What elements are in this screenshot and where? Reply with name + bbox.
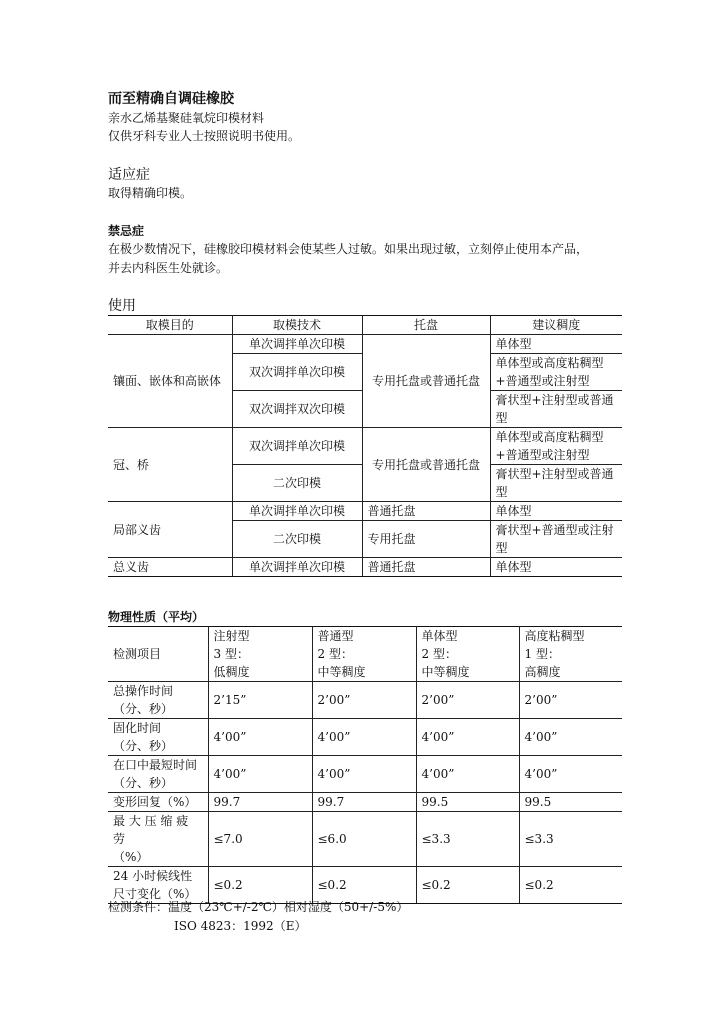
value-cell: 4’00”: [208, 756, 312, 793]
column-desc: 低稠度: [213, 665, 250, 679]
table-row: [108, 428, 622, 465]
value-cell: 4’00”: [312, 756, 416, 793]
physical-table: [108, 626, 622, 904]
column-name: 注射型: [213, 629, 250, 643]
purpose-cell: 镶面、嵌体和高嵌体: [108, 335, 232, 428]
value-cell: ≤0.2: [519, 867, 622, 904]
consistency-cell: 单体型或高度粘稠型+普通型或注射型: [490, 354, 622, 391]
row-label-line-2: （分、秒）: [113, 702, 174, 716]
usage-table: [108, 315, 622, 577]
physical-header-row: [108, 627, 622, 682]
indications-heading: 适应症: [108, 167, 150, 183]
row-label: 变形回复（%）: [108, 793, 208, 812]
consistency-cell: 单体型或高度粘稠型+普通型或注射型: [490, 428, 622, 465]
table-row: [108, 558, 622, 577]
header-consistency: 建议稠度: [490, 316, 622, 335]
column-header: [416, 627, 519, 682]
tray-cell: 专用托盘或普通托盘: [362, 428, 490, 502]
row-label: [108, 719, 208, 756]
value-cell: ≤0.2: [208, 867, 312, 904]
table-row: [108, 682, 622, 719]
value-cell: 99.5: [519, 793, 622, 812]
purpose-cell: 冠、桥: [108, 428, 232, 502]
row-label-line-1: 最 大 压 缩 疲 劳: [113, 814, 189, 846]
consistency-cell: 单体型: [490, 502, 622, 521]
consistency-cell: 膏状型+注射型或普通型: [490, 465, 622, 502]
iso-standard: ISO 4823：1992（E）: [174, 919, 307, 933]
value-cell: 4’00”: [416, 719, 519, 756]
technique-cell: 二次印模: [232, 465, 362, 502]
row-label-line-2: （%）: [113, 850, 149, 864]
physical-heading: 物理性质（平均）: [108, 610, 205, 624]
column-type: 2 型：: [317, 647, 353, 661]
column-type: 2 型：: [421, 647, 457, 661]
value-cell: 99.7: [208, 793, 312, 812]
consistency-cell: 膏状型+普通型或注射型: [490, 521, 622, 558]
value-cell: 4’00”: [519, 719, 622, 756]
value-cell: ≤0.2: [416, 867, 519, 904]
product-subtitle: 亲水乙烯基聚硅氧烷印模材料: [108, 111, 265, 125]
tray-cell: 专用托盘: [362, 521, 490, 558]
value-cell: ≤3.3: [519, 812, 622, 867]
usage-header-row: [108, 316, 622, 335]
row-label-line-1: 固化时间: [113, 721, 162, 735]
column-desc: 高稠度: [524, 665, 561, 679]
purpose-cell: 局部义齿: [108, 502, 232, 558]
header-tray: 托盘: [362, 316, 490, 335]
table-row: [108, 812, 622, 867]
contraindications-heading: 禁忌症: [108, 224, 145, 238]
column-header: [208, 627, 312, 682]
value-cell: 99.7: [312, 793, 416, 812]
value-cell: 4’00”: [208, 719, 312, 756]
row-label-line-2: 尺寸变化（%）: [113, 887, 197, 901]
table-row: [108, 756, 622, 793]
value-cell: ≤7.0: [208, 812, 312, 867]
tray-cell: 普通托盘: [362, 502, 490, 521]
table-row: [108, 502, 622, 521]
test-conditions: 检测条件：温度（23℃+/-2℃）相对湿度（50+/-5%）: [108, 900, 409, 914]
item-header: 检测项目: [108, 627, 208, 682]
product-title: 而至精确自调硅橡胶: [108, 91, 234, 107]
consistency-cell: 单体型: [490, 335, 622, 354]
header-technique: 取模技术: [232, 316, 362, 335]
value-cell: 4’00”: [312, 719, 416, 756]
technique-cell: 二次印模: [232, 521, 362, 558]
contraindications-line-1: 在极少数情况下，硅橡胶印模材料会使某些人过敏。如果出现过敏，立刻停止使用本产品，: [108, 242, 589, 256]
row-label-line-1: 总操作时间: [113, 684, 174, 698]
usage-heading: 使用: [108, 298, 136, 314]
technique-cell: 单次调拌单次印模: [232, 335, 362, 354]
column-name: 高度粘稠型: [524, 629, 585, 643]
value-cell: 2’00”: [519, 682, 622, 719]
value-cell: ≤6.0: [312, 812, 416, 867]
column-desc: 中等稠度: [421, 665, 470, 679]
value-cell: 4’00”: [519, 756, 622, 793]
row-label-line-2: （分、秒）: [113, 739, 174, 753]
indications-text: 取得精确印模。: [108, 186, 193, 200]
contraindications-line-2: 并去内科医生处就诊。: [108, 261, 229, 275]
purpose-cell: 总义齿: [108, 558, 232, 577]
row-label: [108, 756, 208, 793]
row-label-line-1: 24 小时候线性: [113, 869, 193, 883]
column-header: [519, 627, 622, 682]
tray-cell: 普通托盘: [362, 558, 490, 577]
value-cell: 99.5: [416, 793, 519, 812]
row-label-line-1: 在口中最短时间: [113, 758, 198, 772]
technique-cell: 双次调拌双次印模: [232, 391, 362, 428]
column-name: 单体型: [421, 629, 458, 643]
technique-cell: 双次调拌单次印模: [232, 354, 362, 391]
column-desc: 中等稠度: [317, 665, 366, 679]
row-label: [108, 682, 208, 719]
column-header: [312, 627, 416, 682]
usage-notice: 仅供牙科专业人士按照说明书使用。: [108, 129, 301, 143]
column-type: 1 型：: [524, 647, 560, 661]
row-label: [108, 812, 208, 867]
table-row: [108, 719, 622, 756]
value-cell: 4’00”: [416, 756, 519, 793]
column-name: 普通型: [317, 629, 354, 643]
row-label-line-2: （分、秒）: [113, 776, 174, 790]
technique-cell: 单次调拌单次印模: [232, 558, 362, 577]
consistency-cell: 膏状型+注射型或普通型: [490, 391, 622, 428]
value-cell: 2’15”: [208, 682, 312, 719]
column-type: 3 型：: [213, 647, 249, 661]
value-cell: 2’00”: [416, 682, 519, 719]
value-cell: ≤3.3: [416, 812, 519, 867]
value-cell: 2’00”: [312, 682, 416, 719]
table-row: [108, 793, 622, 812]
technique-cell: 双次调拌单次印模: [232, 428, 362, 465]
consistency-cell: 单体型: [490, 558, 622, 577]
header-purpose: 取模目的: [108, 316, 232, 335]
value-cell: ≤0.2: [312, 867, 416, 904]
technique-cell: 单次调拌单次印模: [232, 502, 362, 521]
tray-cell: 专用托盘或普通托盘: [362, 335, 490, 428]
table-row: [108, 335, 622, 354]
